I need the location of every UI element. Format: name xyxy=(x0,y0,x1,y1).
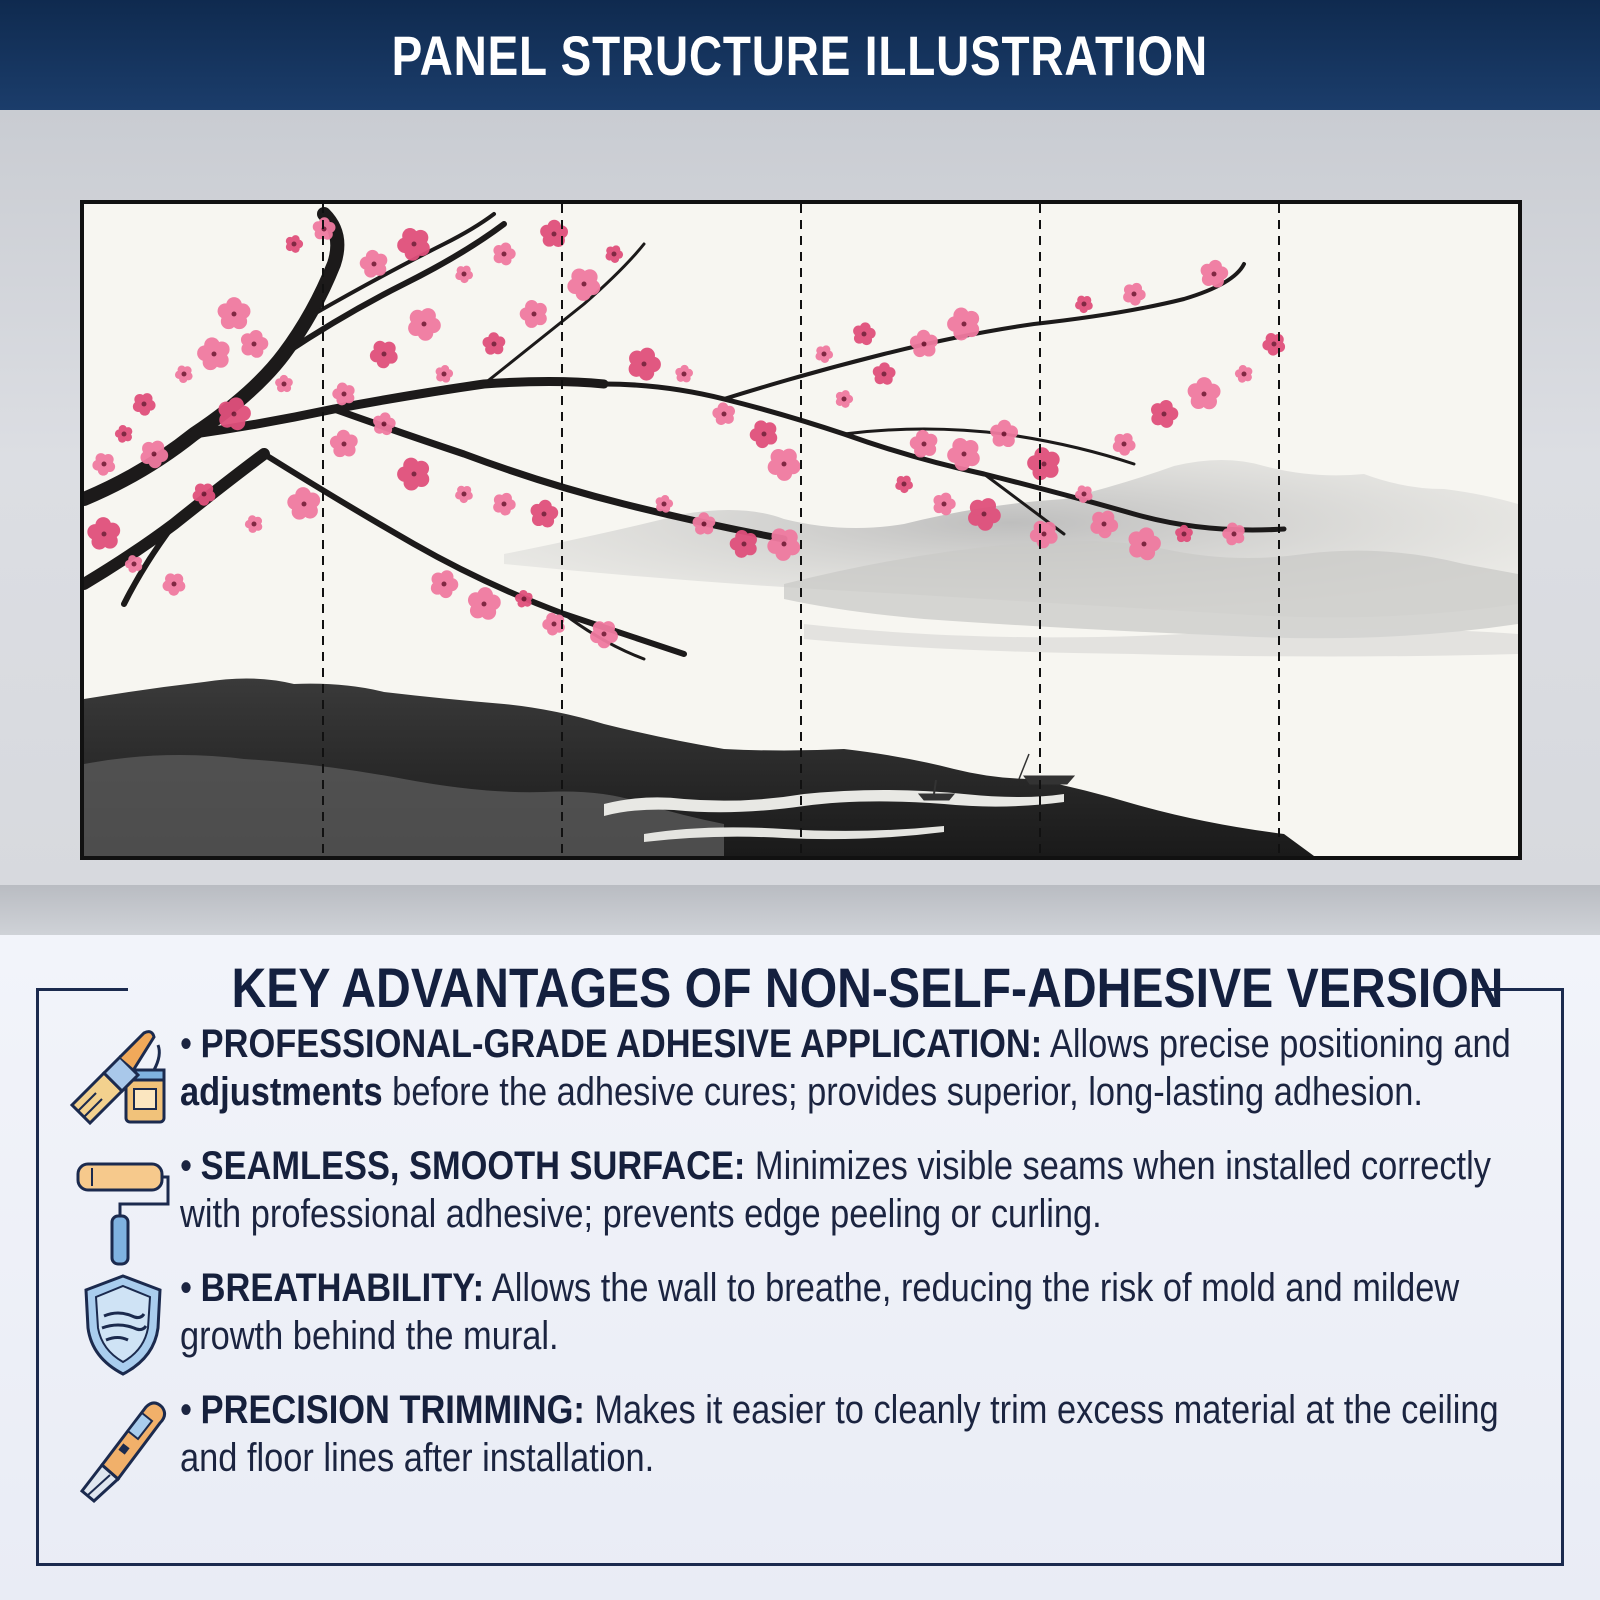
blossom-51 xyxy=(990,420,1018,447)
blossom-45 xyxy=(836,390,853,408)
blossom-22 xyxy=(483,332,506,354)
blossom-35 xyxy=(431,570,458,598)
blossom-70 xyxy=(853,322,876,345)
advantages-title-text: KEY ADVANTAGES OF NON-SELF-ADHESIVE VERSION xyxy=(231,956,1504,1019)
advantage-text: Allows precise positioning and xyxy=(1042,1022,1511,1066)
page-title: PANEL STRUCTURE ILLUSTRATION xyxy=(391,23,1209,87)
blossom-56 xyxy=(1188,377,1221,409)
advantage-bold-word: adjustments xyxy=(180,1070,383,1114)
blossom-17 xyxy=(275,375,293,392)
blossom-12 xyxy=(218,297,251,329)
blossom-72 xyxy=(947,308,979,341)
advantage-heading: PRECISION TRIMMING: xyxy=(200,1388,585,1432)
blossom-50 xyxy=(933,493,955,516)
blossom-32 xyxy=(287,487,320,520)
blossom-29 xyxy=(455,486,473,503)
advantage-item-breathability xyxy=(180,1264,1540,1360)
blossom-9 xyxy=(175,365,193,383)
blossom-19 xyxy=(370,341,398,368)
advantage-item-trimming xyxy=(180,1386,1540,1482)
blossom-57 xyxy=(1235,365,1252,383)
blossom-14 xyxy=(92,453,115,476)
bullet: • xyxy=(180,1266,193,1310)
advantage-text: Minimizes visible seams when installed correctly with professional adhesive; prevents edge peeling or curling. xyxy=(180,1144,1491,1236)
blossom-74 xyxy=(1123,283,1146,306)
advantage-text: Allows the wall to breathe, reducing the risk of mold and mildew growth behind the mural. xyxy=(180,1266,1460,1358)
advantage-text-continued: before the adhesive cures; provides superior, long-lasting adhesion. xyxy=(382,1070,1423,1114)
advantage-heading: SEAMLESS, SMOOTH SURFACE: xyxy=(200,1144,746,1188)
blossom-47 xyxy=(910,430,938,458)
advantage-item-seamless xyxy=(180,1142,1540,1238)
advantage-text: Makes it easier to cleanly trim excess material at the ceiling and floor lines after installation. xyxy=(180,1388,1499,1480)
blossom-78 xyxy=(163,573,186,595)
advantages-title xyxy=(128,956,1504,1019)
blossom-3 xyxy=(360,250,388,278)
blossom-52 xyxy=(1027,447,1060,480)
blossom-69 xyxy=(815,345,833,363)
blossom-40 xyxy=(629,348,661,381)
breathable-shield-icon xyxy=(78,1270,168,1385)
blossom-8 xyxy=(197,337,229,370)
blossom-73 xyxy=(1075,296,1093,313)
blossom-41 xyxy=(675,365,693,383)
blossom-27 xyxy=(330,430,358,457)
mural-illustration xyxy=(80,200,1522,860)
blossom-20 xyxy=(408,308,441,341)
frame-rule-left xyxy=(36,988,128,991)
blossom-33 xyxy=(245,515,262,533)
blossom-28 xyxy=(397,458,429,491)
blossom-76 xyxy=(87,517,120,549)
advantage-heading: PROFESSIONAL-GRADE ADHESIVE APPLICATION: xyxy=(200,1022,1043,1066)
blossom-46 xyxy=(873,362,896,384)
blossom-18 xyxy=(332,383,354,406)
advantage-heading: BREATHABILITY: xyxy=(200,1266,485,1310)
blossom-42 xyxy=(712,402,735,425)
blossom-24 xyxy=(567,268,600,300)
blossom-65 xyxy=(656,495,673,513)
blossom-54 xyxy=(1113,433,1136,455)
blossom-23 xyxy=(520,300,547,328)
blossom-11 xyxy=(241,330,268,358)
blossom-6 xyxy=(493,243,515,266)
advantage-item-adhesive xyxy=(180,1020,1540,1116)
floor-strip xyxy=(0,885,1600,935)
blossom-5 xyxy=(455,266,473,283)
blossom-55 xyxy=(1151,400,1178,428)
bullet: • xyxy=(180,1144,193,1188)
blossom-7 xyxy=(540,220,568,247)
bullet: • xyxy=(180,1022,193,1066)
paint-brush-and-can-icon xyxy=(64,1025,174,1140)
blossom-30 xyxy=(493,493,516,516)
paint-roller-icon xyxy=(72,1158,172,1273)
blossom-1 xyxy=(286,235,303,253)
blossom-31 xyxy=(531,500,559,528)
mural-artwork xyxy=(84,204,1518,856)
blossom-49 xyxy=(895,476,913,493)
blossom-71 xyxy=(910,330,938,357)
blossom-25 xyxy=(606,245,624,263)
blossom-44 xyxy=(768,449,801,481)
blossom-58 xyxy=(1262,333,1285,356)
utility-knife-icon xyxy=(72,1395,172,1510)
bullet: • xyxy=(180,1388,193,1432)
blossom-10 xyxy=(133,393,156,416)
blossom-43 xyxy=(750,420,778,448)
blossom-36 xyxy=(468,587,501,620)
header-banner xyxy=(0,0,1600,110)
blossom-21 xyxy=(436,365,454,383)
blossom-13 xyxy=(115,425,132,443)
